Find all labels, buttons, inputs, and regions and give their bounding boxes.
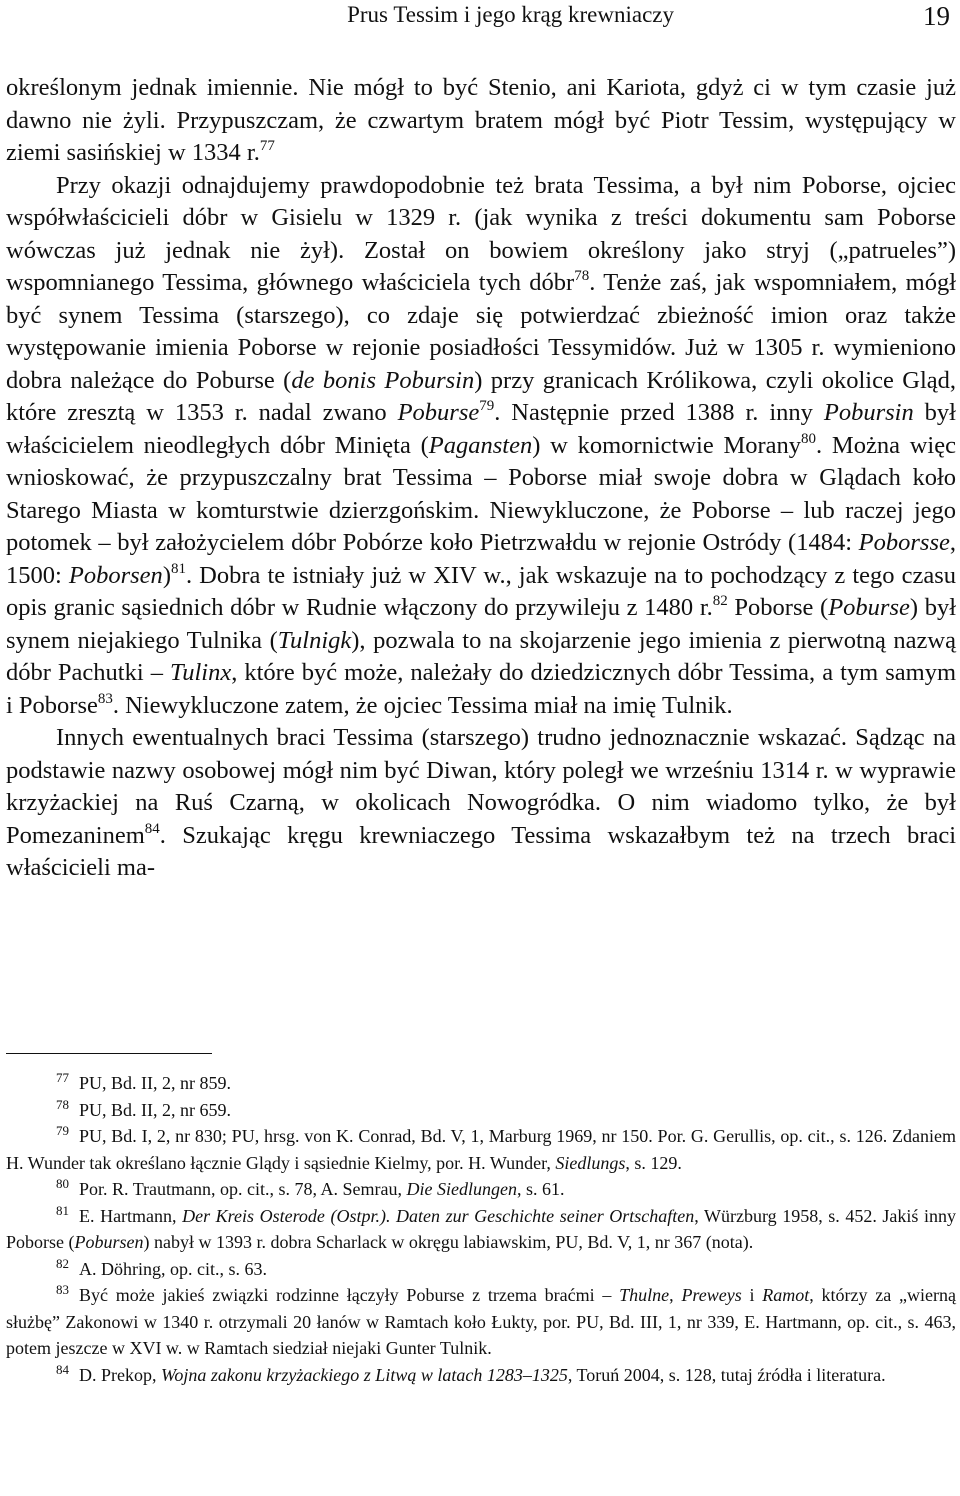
text-run: ), pozwala to na skojarzenie jego imienia z pierwotną nazwą dóbr Pachutki – xyxy=(6,626,956,686)
footnote-text: Por. R. Trautmann, op. cit., s. 78, A. Semrau, xyxy=(79,1179,407,1199)
text-run: określonym jednak imiennie. Nie mógł to być Stenio, ani Kariota, gdyż ci w tym czasie już dawno nie żyli. Przypuszczam, że czwartym bratem mógł być Piotr Tessim, występujący w ziemi sasińskiej w 1334 r. xyxy=(6,74,956,166)
footnote-text: PU, Bd. II, 2, nr 659. xyxy=(79,1099,231,1120)
text-run: , które być może, należały do dziedzicznych dóbr Tessima, a tym samym i Poborse xyxy=(6,659,956,719)
text-run: ) przy granicach Królikowa, czyli okolice Gląd, które zresztą w 1353 r. nadal zwano xyxy=(6,366,956,426)
footnote-separator xyxy=(6,1053,212,1054)
text-run: , 1500: xyxy=(6,529,956,589)
italic-text: Poburse xyxy=(397,399,480,426)
italic-text: Pagansten xyxy=(428,431,533,459)
footnote-text: D. Prekop, xyxy=(79,1364,161,1385)
italic-text: Die Siedlungen xyxy=(406,1179,517,1199)
italic-text: Poborsse xyxy=(858,529,950,556)
italic-text: Pobursin xyxy=(823,399,914,426)
footnote-number: 83 xyxy=(56,1282,69,1297)
text-run: . Niewykluczone zatem, że ojciec Tessima miał na imię Tulnik. xyxy=(112,691,733,719)
footnote-number: 80 xyxy=(56,1176,69,1191)
footnote-81 xyxy=(6,1203,956,1256)
text-run: Poborse ( xyxy=(727,594,829,621)
body-text xyxy=(6,72,956,885)
italic-text: Tulnigk xyxy=(277,626,352,654)
italic-text: Poborsen xyxy=(68,561,163,589)
paragraph-3 xyxy=(6,722,956,885)
footnote-number: 78 xyxy=(56,1096,69,1112)
footnote-ref-83[interactable]: 83 xyxy=(97,690,113,707)
footnote-text: , którzy za „wierną służbę” Zakonowi w 1340 r. otrzymali 20 łanów w Ramtach koło Łukty, por. PU, Bd. III, 1, nr 339, E. Hartmann, op. cit., s. 463, potem jeszcze w XVI w. w Ramtach siedział niejaki Gunter Tulnik. xyxy=(6,1285,956,1358)
footnote-text: , s. 61. xyxy=(517,1179,565,1199)
footnote-number: 84 xyxy=(56,1361,69,1377)
text-run: . Szukając kręgu krewniaczego Tessima wskazałbym też na trzech braci właścicieli ma- xyxy=(6,821,956,881)
footnote-77 xyxy=(6,1070,956,1097)
footnote-ref-81[interactable]: 81 xyxy=(170,560,186,577)
page-header xyxy=(6,0,956,50)
italic-text: Siedlungs xyxy=(555,1152,626,1173)
paragraph-1 xyxy=(6,72,956,170)
footnote-number: 81 xyxy=(56,1202,69,1218)
footnote-text: , Toruń 2004, s. 128, tutaj źródła i literatura. xyxy=(567,1364,886,1385)
footnote-text: , Würzburg 1958, s. 452. Jakiś inny Poborse ( xyxy=(6,1205,956,1252)
page xyxy=(6,0,957,1385)
footnote-83 xyxy=(6,1282,956,1362)
page-number: 19 xyxy=(923,1,950,31)
footnote-ref-79[interactable]: 79 xyxy=(479,398,495,414)
text-run: . Następnie przed 1388 r. inny xyxy=(494,399,824,426)
footnote-text: ) nabył w 1393 r. dobra Scharlack w okręgu labiawskim, PU, Bd. V, 1, nr 367 (nota). xyxy=(143,1232,754,1252)
italic-text: Tulinx xyxy=(169,659,232,686)
footnote-ref-84[interactable]: 84 xyxy=(144,820,160,837)
footnote-number: 79 xyxy=(56,1123,69,1138)
text-run: ) był synem niejakiego Tulnika ( xyxy=(6,594,957,654)
footnote-ref-80[interactable]: 80 xyxy=(801,430,817,447)
footnote-text: , s. 129. xyxy=(625,1152,682,1173)
italic-text: de bonis Pobursin xyxy=(291,366,475,394)
italic-text: Ramot xyxy=(762,1285,810,1305)
italic-text: Preweys xyxy=(681,1285,742,1305)
footnote-ref-82[interactable]: 82 xyxy=(712,593,728,609)
footnote-text: A. Döhring, op. cit., s. 63. xyxy=(79,1258,267,1279)
text-run: ) w komornictwie Morany xyxy=(532,431,802,459)
footnote-number: 77 xyxy=(56,1070,69,1085)
footnotes xyxy=(6,1070,956,1388)
italic-text: Pobursen xyxy=(74,1232,144,1252)
text-run: był właścicielem nieodległych dóbr Minięta ( xyxy=(6,399,956,459)
footnote-text: i xyxy=(741,1285,763,1305)
italic-text: Wojna zakonu krzyżackiego z Litwą w latach 1283–1325 xyxy=(161,1364,568,1385)
italic-text: Thulne xyxy=(619,1285,670,1305)
footnote-ref-77[interactable]: 77 xyxy=(259,138,275,154)
text-run: Innych ewentualnych braci Tessima (starszego) trudno jednoznacznie wskazać. Sądząc na podstawie nazwy osobowej mógł nim być Diwan, który poległ we wrześniu 1314 r. w wyprawie krzyżackiej na Ruś Czarną, w okolicach Nowogródka. O nim wiadomo tylko, że był Pomezaninem xyxy=(6,724,956,849)
text-run: . Można więc wnioskować, że przypuszczalny brat Tessima – Poborse miał swoje dobra w Glądach koło Starego Miasta w komturstwie dzierzgońskim. Niewykluczone, że Poborse – lub raczej jego potomek – był założycielem dóbr Pobórze koło Pietrzwałdu w rejonie Ostródy (1484: xyxy=(6,431,956,556)
text-run: Przy okazji odnajdujemy prawdopodobnie też brata Tessima, a był nim Poborse, ojciec współwłaścicieli dóbr w Gisielu w 1329 r. (jak wynika z treści dokumentu sam Poborse wówczas już jednak nie żył). Został on bowiem określony jako stryj („patrueles”) wspomnianego Tessima, głównego właściciela tych dóbr xyxy=(6,171,956,296)
footnote-84 xyxy=(6,1362,956,1389)
paragraph-2 xyxy=(6,170,956,723)
text-run: ) xyxy=(162,561,171,589)
footnote-82 xyxy=(6,1256,956,1283)
running-title: Prus Tessim i jego krąg krewniaczy xyxy=(347,2,674,27)
footnote-80 xyxy=(6,1176,956,1203)
footnote-ref-78[interactable]: 78 xyxy=(574,268,590,284)
italic-text: Poburse xyxy=(828,594,910,621)
footnote-text: , xyxy=(669,1285,682,1305)
footnote-78 xyxy=(6,1097,956,1124)
footnote-79 xyxy=(6,1123,956,1176)
footnote-text: PU, Bd. I, 2, nr 830; PU, hrsg. von K. Conrad, Bd. V, 1, Marburg 1969, nr 150. Por. G. Gerullis, op. cit., s. 126. Zdaniem H. Wunder tak określano łącznie Glądy i sąsiednie Kielmy, por. H. Wunder, xyxy=(6,1126,956,1173)
text-run: . Tenże zaś, jak wspomniałem, mógł być synem Tessima (starszego), co zdaje się potwierdzać zbieżność imion oraz także występowanie imienia Poborse w rejonie posiadłości Tessymidów. Już w 1305 r. wymieniono dobra należące do Poburse ( xyxy=(6,269,956,394)
italic-text: Der Kreis Osterode (Ostpr.). Daten zur Geschichte seiner Ortschaften xyxy=(182,1205,695,1226)
footnote-text: Być może jakieś związki rodzinne łączyły Pobursе z trzema braćmi – xyxy=(79,1285,620,1305)
footnote-text: PU, Bd. II, 2, nr 859. xyxy=(79,1073,231,1093)
text-run: . Dobra te istniały już w XIV w., jak wskazuje na to pochodzący z tego czasu opis granic sąsiednich dóbr w Rudnie włączony do przywileju z 1480 r. xyxy=(6,561,957,621)
footnote-number: 82 xyxy=(56,1255,69,1271)
footnote-text: E. Hartmann, xyxy=(79,1205,183,1226)
